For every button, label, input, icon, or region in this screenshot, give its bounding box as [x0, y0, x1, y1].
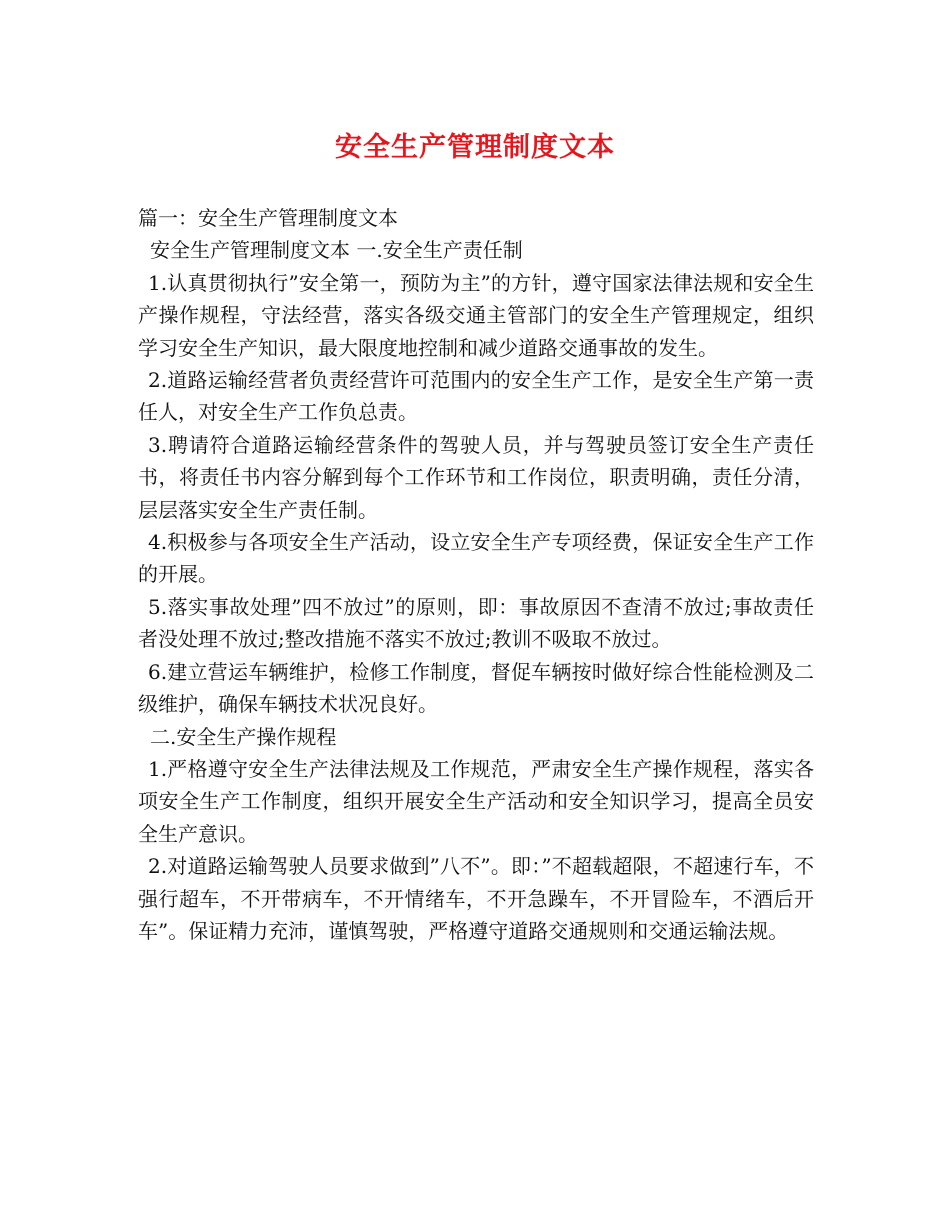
paragraph: 2.道路运输经营者负责经营许可范围内的安全生产工作，是安全生产第一责任人，对安全生产工作负总责。 — [138, 368, 814, 425]
paragraph: 1.严格遵守安全生产法律法规及工作规范，严肃安全生产操作规程，落实各项安全生产工作制度，组织开展安全生产活动和安全知识学习，提高全员安全生产意识。 — [138, 756, 814, 846]
paragraph: 2.对道路运输驾驶人员要求做到”八不”。即：”不超载超限，不超速行车，不强行超车，不开带病车，不开情绪车，不开急躁车，不开冒险车，不酒后开车”。保证精力充沛，谨慎驾驶，严格遵守道路交通规则和交通运输法规。 — [138, 854, 814, 943]
subsection-heading: 安全生产管理制度文本 一.安全生产责任制 — [150, 238, 523, 263]
paragraph: 3.聘请符合道路运输经营条件的驾驶人员，并与驾驶员签订安全生产责任书，将责任书内容分解到每个工作环节和工作岗位，职责明确，责任分清，层层落实安全生产责任制。 — [138, 432, 814, 522]
document-body — [138, 202, 814, 947]
paragraph: 1.认真贯彻执行”安全第一，预防为主”的方针，遵守国家法律法规和安全生产操作规程，守法经营，落实各级交通主管部门的安全生产管理规定，组织学习安全生产知识，最大限度地控制和减少道路交通事故的发生。 — [138, 270, 814, 360]
document-title: 安全生产管理制度文本 — [335, 132, 615, 163]
subsection-heading: 二.安全生产操作规程 — [150, 724, 337, 749]
section-heading: 篇一：安全生产管理制度文本 — [138, 206, 398, 230]
paragraph: 4.积极参与各项安全生产活动，设立安全生产专项经费，保证安全生产工作的开展。 — [138, 530, 814, 587]
paragraph: 5.落实事故处理”四不放过”的原则，即：事故原因不查清不放过;事故责任者没处理不放过;整改措施不落实不放过;教训不吸取不放过。 — [138, 594, 814, 652]
paragraph: 6.建立营运车辆维护，检修工作制度，督促车辆按时做好综合性能检测及二级维护，确保车辆技术状况良好。 — [138, 659, 814, 717]
